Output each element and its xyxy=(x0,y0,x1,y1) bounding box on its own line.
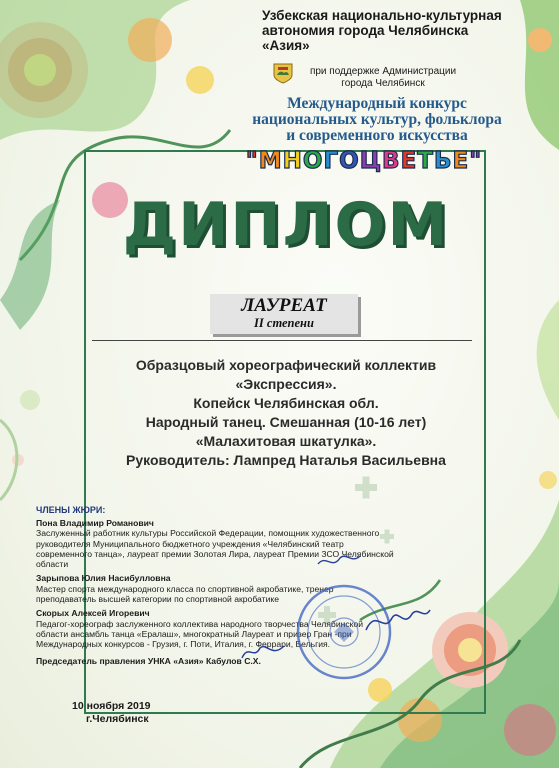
document-title: ДИПЛОМ xyxy=(122,190,450,260)
recipient-line: Копейск Челябинская обл. xyxy=(193,395,379,411)
award-box xyxy=(210,294,358,334)
contest-name: Международный конкурс национальных культур, фольклора и современного искусства xyxy=(252,95,502,144)
signature xyxy=(316,548,362,572)
jury-member-description: Заслуженный работник культуры Российской Федерации, помощник художественного руководителя Муниципального бюджетного учреждения «Челябинский театр современного танца», лауреат премии Золотая Лира, лауреат Премии ЗСО Челябинской области xyxy=(36,528,394,570)
city-emblem-icon xyxy=(272,62,294,84)
support-note: при поддержке Администрации города Челябинск xyxy=(309,66,457,89)
recipient-line: «Экспрессия». xyxy=(235,376,337,392)
jury-member-name: Скорых Алексей Игоревич xyxy=(36,608,150,619)
recipient-block xyxy=(96,356,476,470)
jury-member-name: Пона Владимир Романович xyxy=(36,518,154,528)
award-title: ЛАУРЕАТ xyxy=(241,295,327,316)
signature xyxy=(362,600,432,640)
organizer-name: Узбекская национально-культурная автономия города Челябинска «Азия» xyxy=(262,8,502,53)
contest-brand xyxy=(214,148,514,174)
recipient-line: Образцовый хореографический коллектив xyxy=(135,357,437,373)
jury-member-description: Мастер спорта международного класса по спортивной акробатике, тренер преподаватель высшей категории по спортивной акробатике xyxy=(36,583,334,605)
jury-heading: ЧЛЕНЫ ЖЮРИ: xyxy=(36,505,106,515)
issue-city: г.Челябинск xyxy=(86,713,149,725)
recipient-line: Руководитель: Лампред Наталья Васильевна xyxy=(126,452,446,468)
jury-chair: Председатель правления УНКА «Азия» Кабулов С.Х. xyxy=(36,655,261,666)
jury-member-name: Зарыпова Юлия Насибулловна xyxy=(36,573,171,584)
award-degree: II степени xyxy=(254,316,314,330)
signature xyxy=(240,640,286,664)
divider xyxy=(92,340,472,341)
jury-member-description: Педагог-хореограф заслуженного коллектива народного творчества Челябинской области ансамбль танца «Ералаш», многократный Лауреат и призер Гран -при Международных конкурсов - Грузия, г. Поти, Италия, г. Феррари, Бельгия. xyxy=(36,618,364,650)
contest-brand-text: "МНОГОЦВЕТЬЕ" xyxy=(245,148,483,174)
recipient-line: «Малахитовая шкатулка». xyxy=(195,433,377,449)
issue-date: 10 ноября 2019 xyxy=(72,700,151,712)
recipient-line: Народный танец. Смешанная (10-16 лет) xyxy=(145,414,427,430)
